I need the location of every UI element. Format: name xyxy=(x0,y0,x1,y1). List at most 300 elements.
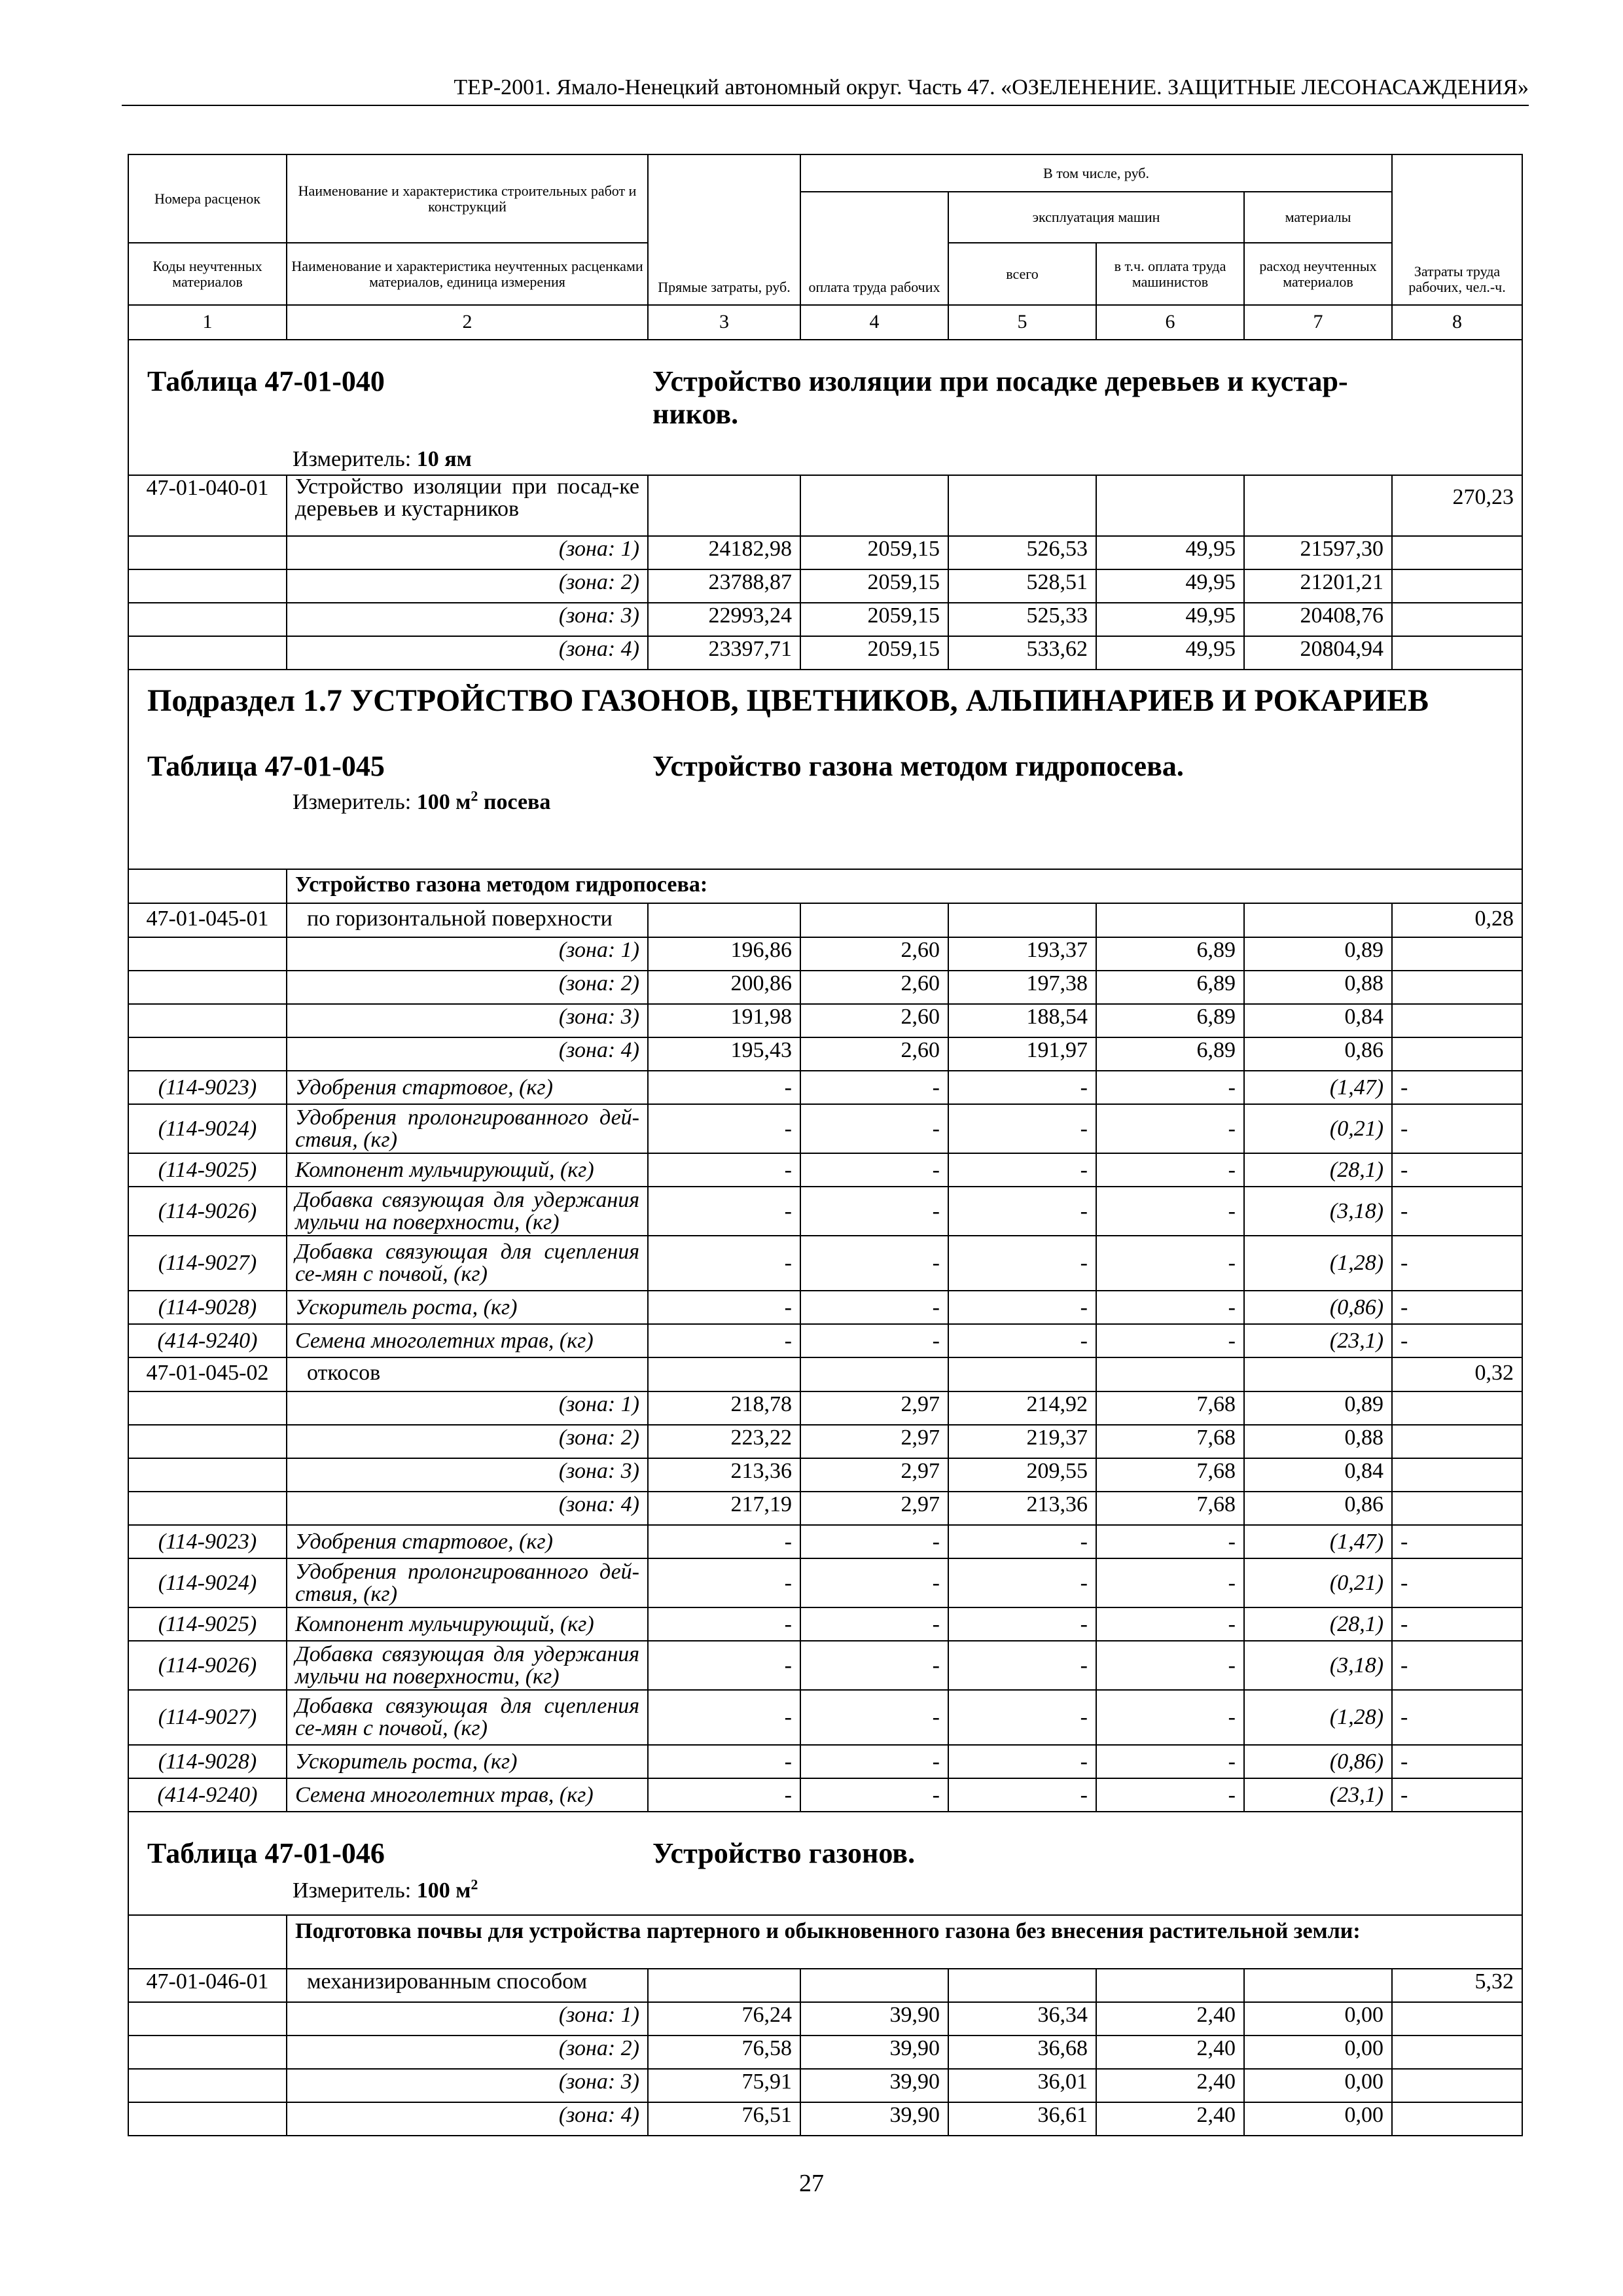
code-cell xyxy=(128,1425,287,1458)
zone-row xyxy=(128,1004,1522,1037)
value-v7: 21597,30 xyxy=(1244,536,1392,569)
header-col2-top: Наименование и характеристика строительных работ и конструкций xyxy=(287,154,648,243)
zone-label: (зона: 3) xyxy=(287,603,648,636)
dash: - xyxy=(1392,1745,1522,1778)
empty-value xyxy=(1096,903,1244,937)
empty-value xyxy=(648,475,800,536)
empty-value xyxy=(648,1357,800,1391)
value-v4: 2,60 xyxy=(800,971,948,1004)
value-v7: 0,00 xyxy=(1244,2036,1392,2069)
material-name: Ускоритель роста, (кг) xyxy=(287,1745,648,1778)
material-row xyxy=(128,1641,1522,1690)
rate-row xyxy=(128,903,1522,937)
value-v3: 22993,24 xyxy=(648,603,800,636)
header-col2-bottom: Наименование и характеристика неучтенных расценками материалов, единица измерения xyxy=(287,243,648,305)
rate-code: 47-01-046-01 xyxy=(128,1969,287,2002)
value-v6: 6,89 xyxy=(1096,1037,1244,1071)
value-v4: 2059,15 xyxy=(800,603,948,636)
zone-row xyxy=(128,937,1522,971)
value-v7: 0,89 xyxy=(1244,937,1392,971)
value-v6: 6,89 xyxy=(1096,937,1244,971)
labor-value: 5,32 xyxy=(1392,1969,1522,2002)
dash: - xyxy=(648,1071,800,1104)
dash: - xyxy=(800,1778,948,1812)
material-qty: (1,47) xyxy=(1244,1525,1392,1558)
value-v4: 2059,15 xyxy=(800,569,948,603)
material-code: (114-9024) xyxy=(128,1558,287,1607)
meter-tail: посева xyxy=(483,790,551,814)
dash: - xyxy=(1392,1153,1522,1187)
zone-row xyxy=(128,2069,1522,2102)
column-number: 4 xyxy=(800,305,948,340)
zone-row xyxy=(128,1425,1522,1458)
column-number: 5 xyxy=(948,305,1096,340)
code-cell xyxy=(128,2036,287,2069)
value-v3: 76,24 xyxy=(648,2002,800,2036)
zone-row xyxy=(128,603,1522,636)
dash: - xyxy=(648,1525,800,1558)
value-v7: 0,88 xyxy=(1244,1425,1392,1458)
empty-value xyxy=(1096,1357,1244,1391)
dash: - xyxy=(1096,1071,1244,1104)
empty-value xyxy=(1244,1357,1392,1391)
table-title: Таблица 47-01-040 xyxy=(147,365,385,397)
empty-value xyxy=(800,903,948,937)
code-cell xyxy=(128,2002,287,2036)
value-v3: 200,86 xyxy=(648,971,800,1004)
value-v7: 0,00 xyxy=(1244,2102,1392,2136)
dash: - xyxy=(1392,1778,1522,1812)
empty-value xyxy=(648,903,800,937)
material-qty: (23,1) xyxy=(1244,1778,1392,1812)
material-name: Удобрения пролонгированного дей-ствия, (кг) xyxy=(287,1104,648,1153)
dash: - xyxy=(1096,1607,1244,1641)
code-cell xyxy=(128,1391,287,1425)
value-v4: 2,97 xyxy=(800,1391,948,1425)
dash: - xyxy=(1392,1690,1522,1745)
value-v7: 0,86 xyxy=(1244,1492,1392,1525)
labor-cell xyxy=(1392,636,1522,670)
zone-label: (зона: 2) xyxy=(287,569,648,603)
rates-table xyxy=(128,154,1523,2136)
dash: - xyxy=(948,1558,1096,1607)
value-v6: 2,40 xyxy=(1096,2069,1244,2102)
dash: - xyxy=(648,1291,800,1324)
subhead-row xyxy=(128,869,1522,903)
page-number: 27 xyxy=(799,2170,824,2197)
zone-row xyxy=(128,2002,1522,2036)
value-v4: 2,97 xyxy=(800,1458,948,1492)
value-v5: 191,97 xyxy=(948,1037,1096,1071)
zone-label: (зона: 1) xyxy=(287,937,648,971)
value-v4: 39,90 xyxy=(800,2036,948,2069)
material-row xyxy=(128,1236,1522,1291)
dash: - xyxy=(948,1641,1096,1690)
value-v6: 49,95 xyxy=(1096,636,1244,670)
material-name: Добавка связующая для удержания мульчи на поверхности, (кг) xyxy=(287,1187,648,1236)
dash: - xyxy=(648,1104,800,1153)
code-cell xyxy=(128,1458,287,1492)
dash: - xyxy=(948,1291,1096,1324)
labor-cell xyxy=(1392,536,1522,569)
material-row xyxy=(128,1690,1522,1745)
t045-heading xyxy=(128,670,1522,869)
meter xyxy=(293,1878,478,1904)
code-cell xyxy=(128,2102,287,2136)
material-qty: (1,28) xyxy=(1244,1236,1392,1291)
value-v7: 0,00 xyxy=(1244,2069,1392,2102)
meter-sup: 2 xyxy=(471,1876,478,1893)
value-v3: 75,91 xyxy=(648,2069,800,2102)
table-name: Устройство газона методом гидропосева. xyxy=(652,750,1184,782)
value-v7: 0,86 xyxy=(1244,1037,1392,1071)
header-col6: в т.ч. оплата труда машинистов xyxy=(1096,243,1244,305)
value-v6: 6,89 xyxy=(1096,971,1244,1004)
column-number: 8 xyxy=(1392,305,1522,340)
dash: - xyxy=(800,1690,948,1745)
dash: - xyxy=(800,1071,948,1104)
material-qty: (3,18) xyxy=(1244,1187,1392,1236)
material-name: Семена многолетних трав, (кг) xyxy=(287,1778,648,1812)
labor-cell xyxy=(1392,1004,1522,1037)
material-qty: (28,1) xyxy=(1244,1607,1392,1641)
header-col1-top: Номера расценок xyxy=(128,154,287,243)
value-v4: 39,90 xyxy=(800,2069,948,2102)
value-v6: 6,89 xyxy=(1096,1004,1244,1037)
dash: - xyxy=(1096,1324,1244,1357)
meter-sup: 2 xyxy=(471,787,478,804)
dash: - xyxy=(800,1236,948,1291)
meter-label: Измеритель: xyxy=(293,790,412,814)
zone-label: (зона: 4) xyxy=(287,636,648,670)
material-name: Добавка связующая для сцепления се-мян с почвой, (кг) xyxy=(287,1236,648,1291)
subhead-text: Подготовка почвы для устройства партерного и обыкновенного газона без внесения растительной земли: xyxy=(287,1915,1522,1969)
material-code: (114-9028) xyxy=(128,1745,287,1778)
zone-label: (зона: 2) xyxy=(287,2036,648,2069)
header-col5: всего xyxy=(948,243,1096,305)
value-v5: 36,34 xyxy=(948,2002,1096,2036)
zone-label: (зона: 4) xyxy=(287,1492,648,1525)
material-code: (414-9240) xyxy=(128,1778,287,1812)
material-code: (114-9025) xyxy=(128,1607,287,1641)
dash: - xyxy=(1096,1291,1244,1324)
value-v4: 2,97 xyxy=(800,1425,948,1458)
meter-label: Измеритель: xyxy=(293,1878,412,1903)
labor-cell xyxy=(1392,2036,1522,2069)
value-v3: 76,58 xyxy=(648,2036,800,2069)
value-v7: 0,84 xyxy=(1244,1004,1392,1037)
dash: - xyxy=(648,1236,800,1291)
labor-cell xyxy=(1392,2002,1522,2036)
material-row xyxy=(128,1104,1522,1153)
dash: - xyxy=(948,1236,1096,1291)
dash: - xyxy=(800,1607,948,1641)
value-v3: 196,86 xyxy=(648,937,800,971)
dash: - xyxy=(1392,1641,1522,1690)
value-v6: 49,95 xyxy=(1096,536,1244,569)
value-v6: 49,95 xyxy=(1096,603,1244,636)
subhead-text: Устройство газона методом гидропосева: xyxy=(287,869,1522,903)
material-code: (114-9027) xyxy=(128,1236,287,1291)
header-group-materials: материалы xyxy=(1244,192,1392,243)
labor-cell xyxy=(1392,569,1522,603)
code-cell xyxy=(128,937,287,971)
table-title: Таблица 47-01-046 xyxy=(147,1837,385,1869)
code-cell xyxy=(128,869,287,903)
header-col1-bottom: Коды неучтенных материалов xyxy=(128,243,287,305)
value-v5: 214,92 xyxy=(948,1391,1096,1425)
dash: - xyxy=(800,1641,948,1690)
material-code: (114-9027) xyxy=(128,1690,287,1745)
material-code: (114-9023) xyxy=(128,1525,287,1558)
labor-cell xyxy=(1392,1492,1522,1525)
labor-cell xyxy=(1392,1037,1522,1071)
value-v7: 20804,94 xyxy=(1244,636,1392,670)
column-number: 3 xyxy=(648,305,800,340)
dash: - xyxy=(1096,1641,1244,1690)
empty-value xyxy=(948,1969,1096,2002)
running-header: ТЕР-2001. Ямало-Ненецкий автономный округ. Часть 47. «ОЗЕЛЕНЕНИЕ. ЗАЩИТНЫЕ ЛЕСОНАСАЖДЕНИЯ» xyxy=(122,71,1529,106)
value-v5: 533,62 xyxy=(948,636,1096,670)
material-name: Добавка связующая для удержания мульчи на поверхности, (кг) xyxy=(287,1641,648,1690)
dash: - xyxy=(1096,1558,1244,1607)
labor-value: 0,32 xyxy=(1392,1357,1522,1391)
material-qty: (28,1) xyxy=(1244,1153,1392,1187)
material-name: Семена многолетних трав, (кг) xyxy=(287,1324,648,1357)
value-v6: 49,95 xyxy=(1096,569,1244,603)
value-v7: 0,84 xyxy=(1244,1458,1392,1492)
meter-label: Измеритель: xyxy=(293,447,412,471)
value-v7: 0,88 xyxy=(1244,971,1392,1004)
zone-row xyxy=(128,1037,1522,1071)
material-name: Ускоритель роста, (кг) xyxy=(287,1291,648,1324)
zone-label: (зона: 4) xyxy=(287,2102,648,2136)
material-row xyxy=(128,1071,1522,1104)
dash: - xyxy=(948,1104,1096,1153)
dash: - xyxy=(648,1153,800,1187)
value-v7: 0,00 xyxy=(1244,2002,1392,2036)
value-v4: 2,60 xyxy=(800,1037,948,1071)
value-v5: 526,53 xyxy=(948,536,1096,569)
value-v7: 0,89 xyxy=(1244,1391,1392,1425)
header-group-machines: эксплуатация машин xyxy=(948,192,1244,243)
code-cell xyxy=(128,1492,287,1525)
zone-label: (зона: 2) xyxy=(287,971,648,1004)
header-row-1 xyxy=(128,154,1522,192)
rate-description: откосов xyxy=(287,1357,648,1391)
labor-cell xyxy=(1392,1425,1522,1458)
zone-label: (зона: 2) xyxy=(287,1425,648,1458)
rate-code: 47-01-045-01 xyxy=(128,903,287,937)
dash: - xyxy=(1096,1153,1244,1187)
labor-cell xyxy=(1392,971,1522,1004)
rate-row xyxy=(128,1969,1522,2002)
material-row xyxy=(128,1525,1522,1558)
empty-value xyxy=(800,1969,948,2002)
dash: - xyxy=(648,1690,800,1745)
meter xyxy=(293,446,472,473)
dash: - xyxy=(1392,1525,1522,1558)
dash: - xyxy=(800,1153,948,1187)
value-v6: 2,40 xyxy=(1096,2002,1244,2036)
value-v3: 24182,98 xyxy=(648,536,800,569)
code-cell xyxy=(128,1004,287,1037)
rate-description: механизированным способом xyxy=(287,1969,648,2002)
labor-value: 0,28 xyxy=(1392,903,1522,937)
value-v3: 213,36 xyxy=(648,1458,800,1492)
dash: - xyxy=(648,1745,800,1778)
material-row xyxy=(128,1745,1522,1778)
dash: - xyxy=(1096,1236,1244,1291)
rate-row xyxy=(128,1357,1522,1391)
zone-row xyxy=(128,1458,1522,1492)
t040-heading xyxy=(128,340,1522,475)
labor-cell xyxy=(1392,1391,1522,1425)
value-v4: 2059,15 xyxy=(800,636,948,670)
material-code: (114-9024) xyxy=(128,1104,287,1153)
value-v3: 195,43 xyxy=(648,1037,800,1071)
code-cell xyxy=(128,636,287,670)
empty-value xyxy=(948,1357,1096,1391)
t040-heading-cell xyxy=(128,340,1522,475)
value-v3: 217,19 xyxy=(648,1492,800,1525)
zone-row xyxy=(128,971,1522,1004)
material-row xyxy=(128,1558,1522,1607)
material-name: Удобрения пролонгированного дей-ствия, (кг) xyxy=(287,1558,648,1607)
subhead-row xyxy=(128,1915,1522,1969)
dash: - xyxy=(648,1778,800,1812)
dash: - xyxy=(800,1187,948,1236)
empty-value xyxy=(648,1969,800,2002)
material-row xyxy=(128,1187,1522,1236)
material-qty: (0,86) xyxy=(1244,1745,1392,1778)
rate-description: по горизонтальной поверхности xyxy=(287,903,648,937)
material-row xyxy=(128,1291,1522,1324)
zone-label: (зона: 1) xyxy=(287,536,648,569)
material-qty: (0,21) xyxy=(1244,1104,1392,1153)
value-v4: 39,90 xyxy=(800,2102,948,2136)
dash: - xyxy=(1096,1104,1244,1153)
value-v5: 525,33 xyxy=(948,603,1096,636)
zone-row xyxy=(128,2102,1522,2136)
dash: - xyxy=(800,1104,948,1153)
code-cell xyxy=(128,569,287,603)
zone-row xyxy=(128,636,1522,670)
material-name: Компонент мульчирующий, (кг) xyxy=(287,1607,648,1641)
meter-value: 100 м xyxy=(416,790,471,814)
value-v3: 223,22 xyxy=(648,1425,800,1458)
dash: - xyxy=(1392,1324,1522,1357)
value-v5: 197,38 xyxy=(948,971,1096,1004)
dash: - xyxy=(948,1525,1096,1558)
code-cell xyxy=(128,536,287,569)
dash: - xyxy=(1096,1778,1244,1812)
value-v7: 20408,76 xyxy=(1244,603,1392,636)
dash: - xyxy=(1096,1745,1244,1778)
header-col7: расход неучтенных материалов xyxy=(1244,243,1392,305)
dash: - xyxy=(1096,1525,1244,1558)
t046-heading xyxy=(128,1812,1522,1915)
value-v3: 218,78 xyxy=(648,1391,800,1425)
material-code: (114-9023) xyxy=(128,1071,287,1104)
material-code: (114-9026) xyxy=(128,1187,287,1236)
empty-value xyxy=(1244,475,1392,536)
t046-heading-cell xyxy=(128,1812,1522,1915)
dash: - xyxy=(948,1745,1096,1778)
dash: - xyxy=(948,1778,1096,1812)
dash: - xyxy=(1392,1187,1522,1236)
material-row xyxy=(128,1153,1522,1187)
header-group-incl: В том числе, руб. xyxy=(800,154,1392,192)
dash: - xyxy=(1392,1104,1522,1153)
value-v5: 36,68 xyxy=(948,2036,1096,2069)
material-name: Удобрения стартовое, (кг) xyxy=(287,1525,648,1558)
value-v4: 39,90 xyxy=(800,2002,948,2036)
value-v3: 23788,87 xyxy=(648,569,800,603)
dash: - xyxy=(648,1607,800,1641)
labor-cell xyxy=(1392,603,1522,636)
t045-heading-cell xyxy=(128,670,1522,869)
zone-row xyxy=(128,536,1522,569)
subsection-title: Подраздел 1.7 УСТРОЙСТВО ГАЗОНОВ, ЦВЕТНИКОВ, АЛЬПИНАРИЕВ И РОКАРИЕВ xyxy=(147,683,1429,718)
rate-code: 47-01-045-02 xyxy=(128,1357,287,1391)
rate-description: Устройство изоляции при посад-ке деревьев и кустарников xyxy=(287,475,648,536)
labor-cell xyxy=(1392,937,1522,971)
value-v5: 36,01 xyxy=(948,2069,1096,2102)
material-name: Удобрения стартовое, (кг) xyxy=(287,1071,648,1104)
column-number: 6 xyxy=(1096,305,1244,340)
dash: - xyxy=(948,1690,1096,1745)
labor-cell xyxy=(1392,1458,1522,1492)
rate-code: 47-01-040-01 xyxy=(128,475,287,536)
dash: - xyxy=(800,1558,948,1607)
dash: - xyxy=(1392,1291,1522,1324)
table-title: Таблица 47-01-045 xyxy=(147,750,385,782)
value-v5: 528,51 xyxy=(948,569,1096,603)
code-cell xyxy=(128,1915,287,1969)
material-name: Добавка связующая для сцепления се-мян с почвой, (кг) xyxy=(287,1690,648,1745)
empty-value xyxy=(1096,475,1244,536)
zone-label: (зона: 1) xyxy=(287,1391,648,1425)
labor-value: 270,23 xyxy=(1392,475,1522,536)
dash: - xyxy=(1392,1071,1522,1104)
dash: - xyxy=(1096,1690,1244,1745)
table-name: Устройство изоляции при посадке деревьев и кустар-ников. xyxy=(652,365,1348,430)
empty-value xyxy=(800,475,948,536)
header-col3: Прямые затраты, руб. xyxy=(648,154,800,305)
value-v5: 213,36 xyxy=(948,1492,1096,1525)
header-col8: Затраты труда рабочих, чел.-ч. xyxy=(1392,154,1522,305)
value-v6: 2,40 xyxy=(1096,2036,1244,2069)
dash: - xyxy=(648,1641,800,1690)
material-qty: (3,18) xyxy=(1244,1641,1392,1690)
code-cell xyxy=(128,971,287,1004)
empty-value xyxy=(1244,1969,1392,2002)
labor-cell xyxy=(1392,2102,1522,2136)
dash: - xyxy=(1096,1187,1244,1236)
header-col4: оплата труда рабочих xyxy=(800,192,948,305)
dash: - xyxy=(648,1187,800,1236)
column-number: 7 xyxy=(1244,305,1392,340)
dash: - xyxy=(800,1291,948,1324)
material-code: (114-9026) xyxy=(128,1641,287,1690)
rate-row xyxy=(128,475,1522,536)
zone-label: (зона: 4) xyxy=(287,1037,648,1071)
column-number: 2 xyxy=(287,305,648,340)
column-number: 1 xyxy=(128,305,287,340)
value-v4: 2,60 xyxy=(800,1004,948,1037)
material-qty: (0,86) xyxy=(1244,1291,1392,1324)
